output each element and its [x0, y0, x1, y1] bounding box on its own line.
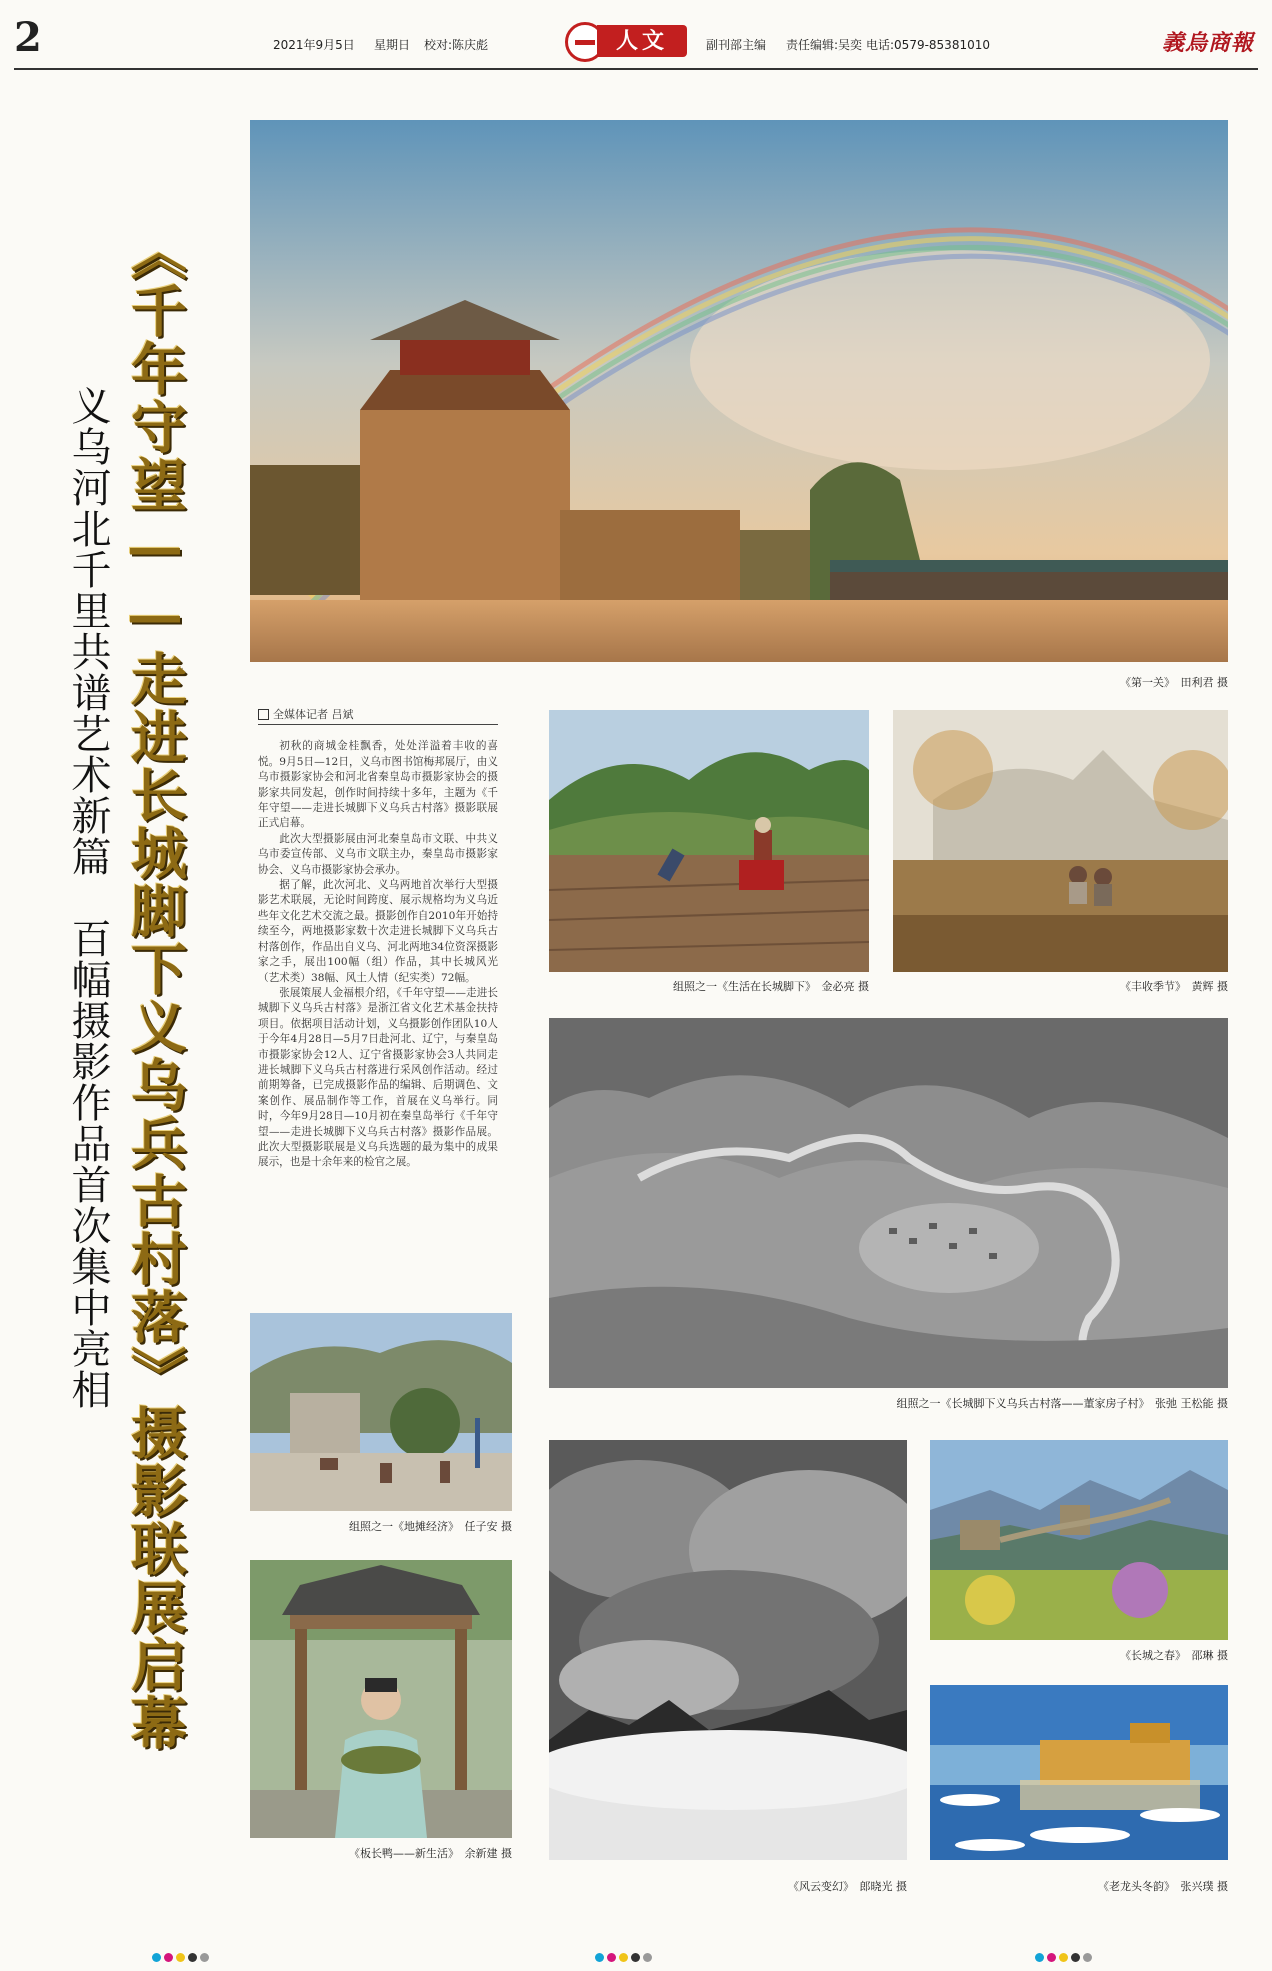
caption-spring: 《长城之春》 邵琳 摄 [1120, 1649, 1228, 1662]
article-paragraph: 据了解，此次河北、义乌两地首次举行大型摄影艺术联展，无论时间跨度、展示规格均为义乌近些年文化艺术交流之最。摄影创作自2010年开始持续至今，两地摄影家数十次走进长城脚下义乌兵古村落创作，作品出自义乌、河北两地34位资深摄影家之手，展出100幅（组）作品，其中长城风光（艺术类）38幅、风土人情（纪实类）72幅。 [258, 879, 498, 984]
caption-woman: 《板长鸭——新生活》 余新建 摄 [349, 1847, 512, 1860]
article-paragraph: 此次大型摄影展由河北秦皇岛市文联、中共义乌市委宣传部、义乌市文联主办，秦皇岛市摄影家协会、义乌市摄影家协会承办。 [258, 832, 498, 876]
section-name: 人文 [597, 25, 687, 57]
registration-dot [176, 1953, 185, 1962]
caption-harvest: 《丰收季节》 黄辉 摄 [1120, 980, 1228, 993]
page-number: 2 [14, 14, 42, 61]
registration-dot [643, 1953, 652, 1962]
article-paragraph: 张展策展人金福根介绍，《千年守望——走进长城脚下义乌兵古村落》是浙江省文化艺术基金扶持项目。依据项目活动计划，义乌摄影创作团队10人于今年4月28日—5月7日赴河北、辽宁，与秦皇岛市摄影家协会12人、辽宁省摄影家协会3人共同走进长城脚下义乌兵古村落进行采风创作活动。经过前期筹备，已完成摄影作品的编辑、后期调色、文案创作、展品制作等工作，首展在义乌举行。同时，今年9月28日—10月初在秦皇岛举行《千年守望——走进长城脚下义乌兵古村落》摄影作品展。此次大型摄影联展是义乌兵选题的最为集中的成果展示，也是十余年来的检官之展。 [258, 986, 498, 1169]
registration-dot [1047, 1953, 1056, 1962]
header-phone: 电话:0579-85381010 [866, 38, 990, 52]
registration-dot [152, 1953, 161, 1962]
subheadline: 义乌河北千里共谱艺术新篇 百幅摄影作品首次集中亮相 [65, 385, 111, 1410]
section-logo [565, 22, 687, 62]
photo-clouds [549, 1440, 907, 1860]
photo-farm [549, 710, 869, 972]
photo-spring [930, 1440, 1228, 1640]
registration-dot [1083, 1953, 1092, 1962]
registration-dots-left [152, 1953, 209, 1962]
caption-market: 组照之一《地摊经济》 任子安 摄 [349, 1520, 512, 1533]
caption-village-aerial: 组照之一《长城脚下义乌兵古村落——董家房子村》 张弛 王松能 摄 [896, 1397, 1228, 1410]
registration-dots-right [1035, 1953, 1092, 1962]
byline-box-icon [258, 709, 269, 720]
caption-top: 《第一关》 田利君 摄 [1120, 676, 1228, 689]
headline: 《千年守望——走进长城脚下义乌兵古村落》摄影联展启幕 [122, 224, 188, 1752]
photo-village-aerial [549, 1018, 1228, 1388]
header-deputy-editor: 副刊部主编 [706, 38, 767, 52]
header-weekday: 星期日 [374, 38, 411, 52]
photo-market [250, 1313, 512, 1511]
registration-dot [200, 1953, 209, 1962]
caption-farm: 组照之一《生活在长城脚下》 金必亮 摄 [673, 980, 869, 993]
registration-dot [631, 1953, 640, 1962]
photo-laolongtou [930, 1685, 1228, 1860]
byline-text: 全媒体记者 吕斌 [273, 708, 354, 721]
photo-harvest [893, 710, 1228, 972]
caption-clouds: 《风云变幻》 郎晓光 摄 [788, 1880, 907, 1893]
header-editor: 责任编辑:吴奕 [786, 38, 863, 52]
registration-dot [1059, 1953, 1068, 1962]
header-rule [14, 68, 1258, 70]
article [258, 707, 498, 1227]
registration-dots-center [595, 1953, 652, 1962]
photo-woman [250, 1560, 512, 1838]
registration-dot [619, 1953, 628, 1962]
article-paragraph: 初秋的商城金桂飘香，处处洋溢着丰收的喜悦。9月5日—12日，义乌市图书馆梅邦展厅，由义乌市摄影家协会和河北省秦皇岛市摄影家协会的摄影家共同发起，创作时间持续十多年，主题为《千年守望——走进长城脚下义乌兵古村落》摄影联展正式启幕。 [258, 740, 498, 830]
registration-dot [1071, 1953, 1080, 1962]
byline [258, 707, 498, 725]
header-proofreader: 校对:陈庆彪 [424, 38, 489, 52]
registration-dot [164, 1953, 173, 1962]
registration-dot [595, 1953, 604, 1962]
registration-dot [188, 1953, 197, 1962]
photo-first-pass [250, 120, 1228, 662]
caption-laolongtou: 《老龙头冬韵》 张兴璞 摄 [1098, 1880, 1228, 1893]
newspaper-logo: 義烏商報 [1161, 30, 1254, 56]
registration-dot [607, 1953, 616, 1962]
header-date: 2021年9月5日 [273, 38, 355, 52]
registration-dot [1035, 1953, 1044, 1962]
